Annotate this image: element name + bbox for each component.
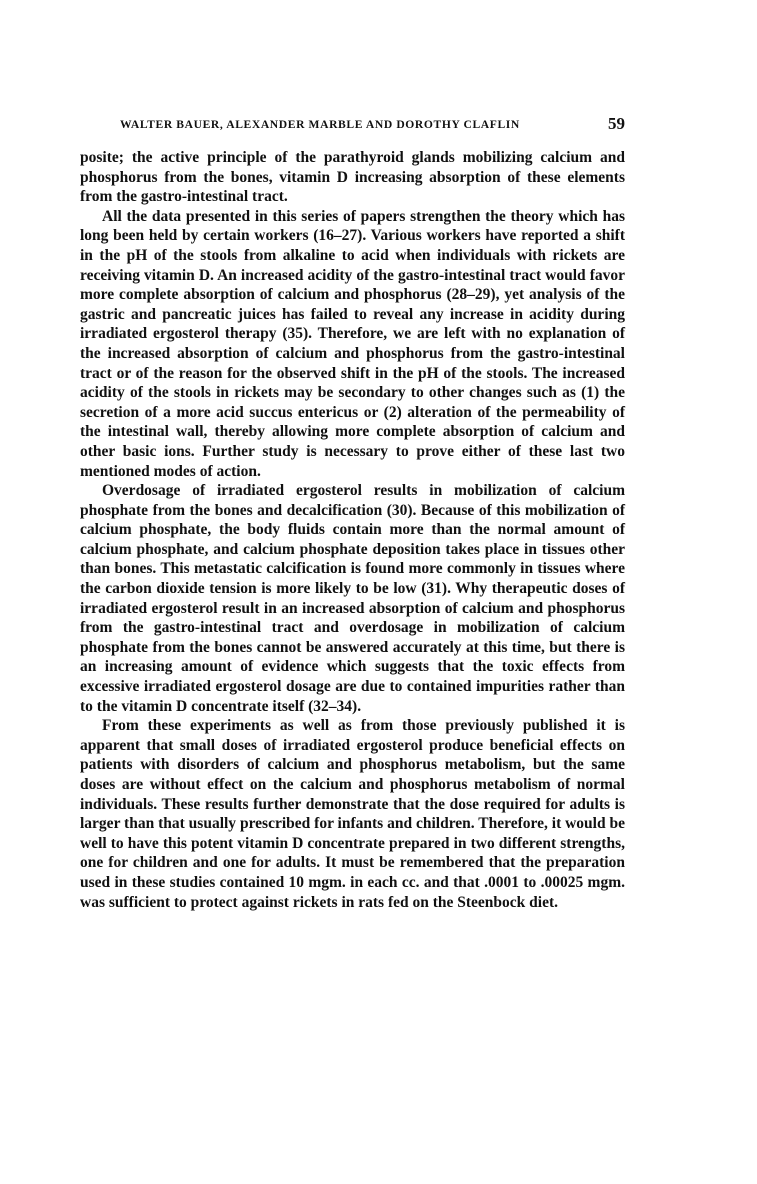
page-number: 59	[608, 114, 625, 133]
page-header	[80, 114, 625, 136]
running-head: WALTER BAUER, ALEXANDER MARBLE AND DOROTHY CLAFLIN	[120, 118, 520, 131]
paragraph-conclusion: From these experiments as well as from those previously published it is apparent that small doses of irradiated ergosterol produce beneficial effects on patients with disorders of calcium and phosphorus metabolism, but the same doses are without effect on the calcium and phosphorus metabolism of normal individuals. These results further demonstrate that the dose required for adults is larger than that usually prescribed for infants and children. Therefore, it would be well to have this potent vitamin D concentrate prepared in two different strengths, one for children and one for adults. It must be remembered that the preparation used in these studies contained 10 mgm. in each cc. and that .0001 to .00025 mgm. was sufficient to protect against rickets in rats fed on the Steenbock diet.	[80, 717, 625, 911]
paragraph-overdosage: Overdosage of irradiated ergosterol results in mobilization of calcium phosphate from the bones and decalcification (30). Because of this mobilization of calcium phosphate, the body fluids contain more than the normal amount of calcium phosphate, and calcium phosphate deposition takes place in tissues other than bones. This metastatic calcification is found more commonly in tissues where the carbon dioxide tension is more likely to be low (31). Why therapeutic doses of irradiated ergosterol result in an increased absorption of calcium and phosphorus from the gastro-intestinal tract and overdosage in mobilization of calcium phosphate from the bones cannot be answered accurately at this time, but there is an increasing amount of evidence which suggests that the toxic effects from excessive irradiated ergosterol dosage are due to contained impurities rather than to the vitamin D concentrate itself (32–34).	[80, 482, 625, 715]
paragraph-theory: All the data presented in this series of papers strengthen the theory which has long been held by certain workers (16–27). Various workers have reported a shift in the pH of the stools from alkaline to acid when individuals with rickets are receiving vitamin D. An increased acidity of the gastro-intestinal tract would favor more complete absorption of calcium and phosphorus (28–29), yet analysis of the gastric and pancreatic juices has failed to reveal any increase in acidity during irradiated ergosterol therapy (35). Therefore, we are left with no explanation of the increased absorption of calcium and phosphorus from the gastro-intestinal tract or of the reason for the observed shift in the pH of the stools. The increased acidity of the stools in rickets may be secondary to other changes such as (1) the secretion of a more acid succus entericus or (2) alteration of the permeability of the intestinal wall, thereby allowing more complete absorption of calcium and other basic ions. Further study is necessary to prove either of these last two mentioned modes of action.	[80, 207, 625, 480]
body-text	[80, 148, 625, 912]
paragraph-continuation: posite; the active principle of the parathyroid glands mobilizing calcium and phosphorus from the bones, vitamin D increasing absorption of these elements from the gastro-intestinal tract.	[80, 149, 625, 206]
